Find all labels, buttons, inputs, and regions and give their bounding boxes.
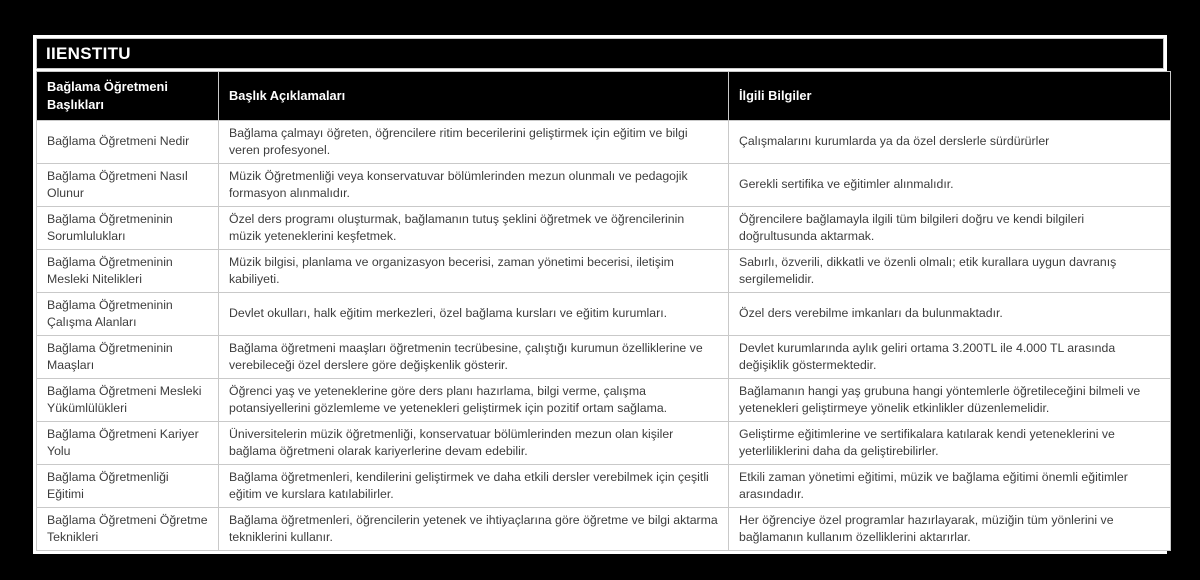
cell-aciklama: Devlet okulları, halk eğitim merkezleri, özel bağlama kursları ve eğitim kurumları. — [219, 292, 729, 335]
column-header-ilgili-bilgiler: İlgili Bilgiler — [729, 72, 1171, 121]
table-row — [37, 249, 1171, 292]
cell-aciklama: Üniversitelerin müzik öğretmenliği, konservatuar bölümlerinden mezun olan kişiler bağlama öğretmeni olarak kariyerlerine devam edebilir. — [219, 421, 729, 464]
cell-baslik: Bağlama Öğretmeni Kariyer Yolu — [37, 421, 219, 464]
cell-baslik: Bağlama Öğretmeni Öğretme Teknikleri — [37, 507, 219, 550]
cell-baslik: Bağlama Öğretmeni Mesleki Yükümlülükleri — [37, 378, 219, 421]
table-row — [37, 378, 1171, 421]
cell-aciklama: Bağlama çalmayı öğreten, öğrencilere ritim becerilerini geliştirmek için eğitim ve bilgi veren profesyonel. — [219, 120, 729, 163]
cell-bilgi: Etkili zaman yönetimi eğitimi, müzik ve bağlama eğitimi önemli eğitimler arasındadır. — [729, 464, 1171, 507]
header-row — [37, 72, 1171, 121]
cell-bilgi: Her öğrenciye özel programlar hazırlayarak, müziğin tüm yönlerini ve bağlamanın kullanım özelliklerini aktarırlar. — [729, 507, 1171, 550]
cell-baslik: Bağlama Öğretmeninin Çalışma Alanları — [37, 292, 219, 335]
table-row — [37, 163, 1171, 206]
cell-bilgi: Devlet kurumlarında aylık geliri ortama 3.200TL ile 4.000 TL arasında değişiklik göstermektedir. — [729, 335, 1171, 378]
column-header-aciklamalar: Başlık Açıklamaları — [219, 72, 729, 121]
cell-bilgi: Geliştirme eğitimlerine ve sertifikalara katılarak kendi yeteneklerini ve yeterliliklerini daha da geliştirebilirler. — [729, 421, 1171, 464]
table-row — [37, 464, 1171, 507]
cell-bilgi: Bağlamanın hangi yaş grubuna hangi yöntemlerle öğretileceğini bilmeli ve yetenekleri geliştirmeye yönelik etkinlikler düzenlemelidir. — [729, 378, 1171, 421]
column-header-basliklar: Bağlama Öğretmeni Başlıkları — [37, 72, 219, 121]
content-card — [33, 35, 1167, 554]
cell-baslik: Bağlama Öğretmeninin Sorumlulukları — [37, 206, 219, 249]
cell-aciklama: Bağlama öğretmenleri, kendilerini geliştirmek ve daha etkili dersler verebilmek için çeşitli eğitim ve kurslara katılabilirler. — [219, 464, 729, 507]
cell-bilgi: Özel ders verebilme imkanları da bulunmaktadır. — [729, 292, 1171, 335]
cell-aciklama: Bağlama öğretmeni maaşları öğretmenin tecrübesine, çalıştığı kurumun özelliklerine ve verebileceği özel derslere göre değişkenlik gösterir. — [219, 335, 729, 378]
cell-bilgi: Öğrencilere bağlamayla ilgili tüm bilgileri doğru ve kendi bilgileri doğrultusunda aktarmak. — [729, 206, 1171, 249]
cell-baslik: Bağlama Öğretmeni Nedir — [37, 120, 219, 163]
site-logo: IIENSTITU — [36, 38, 1164, 69]
table-row — [37, 421, 1171, 464]
cell-aciklama: Özel ders programı oluşturmak, bağlamanın tutuş şeklini öğretmek ve öğrencilerinin müzik yeteneklerini keşfetmek. — [219, 206, 729, 249]
cell-aciklama: Öğrenci yaş ve yeteneklerine göre ders planı hazırlama, bilgi verme, çalışma potansiyellerini gözlemleme ve yetenekleri geliştirmek için pozitif ortam sağlama. — [219, 378, 729, 421]
cell-baslik: Bağlama Öğretmeninin Maaşları — [37, 335, 219, 378]
cell-bilgi: Sabırlı, özverili, dikkatli ve özenli olmalı; etik kurallara uygun davranış sergilemelidir. — [729, 249, 1171, 292]
table-row — [37, 206, 1171, 249]
cell-aciklama: Müzik bilgisi, planlama ve organizasyon becerisi, zaman yönetimi becerisi, iletişim kabiliyeti. — [219, 249, 729, 292]
table-row — [37, 120, 1171, 163]
cell-baslik: Bağlama Öğretmenliği Eğitimi — [37, 464, 219, 507]
cell-aciklama: Bağlama öğretmenleri, öğrencilerin yetenek ve ihtiyaçlarına göre öğretme ve bilgi aktarma tekniklerini kullanır. — [219, 507, 729, 550]
cell-baslik: Bağlama Öğretmeni Nasıl Olunur — [37, 163, 219, 206]
table-row — [37, 335, 1171, 378]
cell-aciklama: Müzik Öğretmenliği veya konservatuvar bölümlerinden mezun olunmalı ve pedagojik formasyon alınmalıdır. — [219, 163, 729, 206]
cell-baslik: Bağlama Öğretmeninin Mesleki Nitelikleri — [37, 249, 219, 292]
cell-bilgi: Gerekli sertifika ve eğitimler alınmalıdır. — [729, 163, 1171, 206]
info-table — [36, 71, 1171, 551]
cell-bilgi: Çalışmalarını kurumlarda ya da özel derslerle sürdürürler — [729, 120, 1171, 163]
table-row — [37, 292, 1171, 335]
table-row — [37, 507, 1171, 550]
